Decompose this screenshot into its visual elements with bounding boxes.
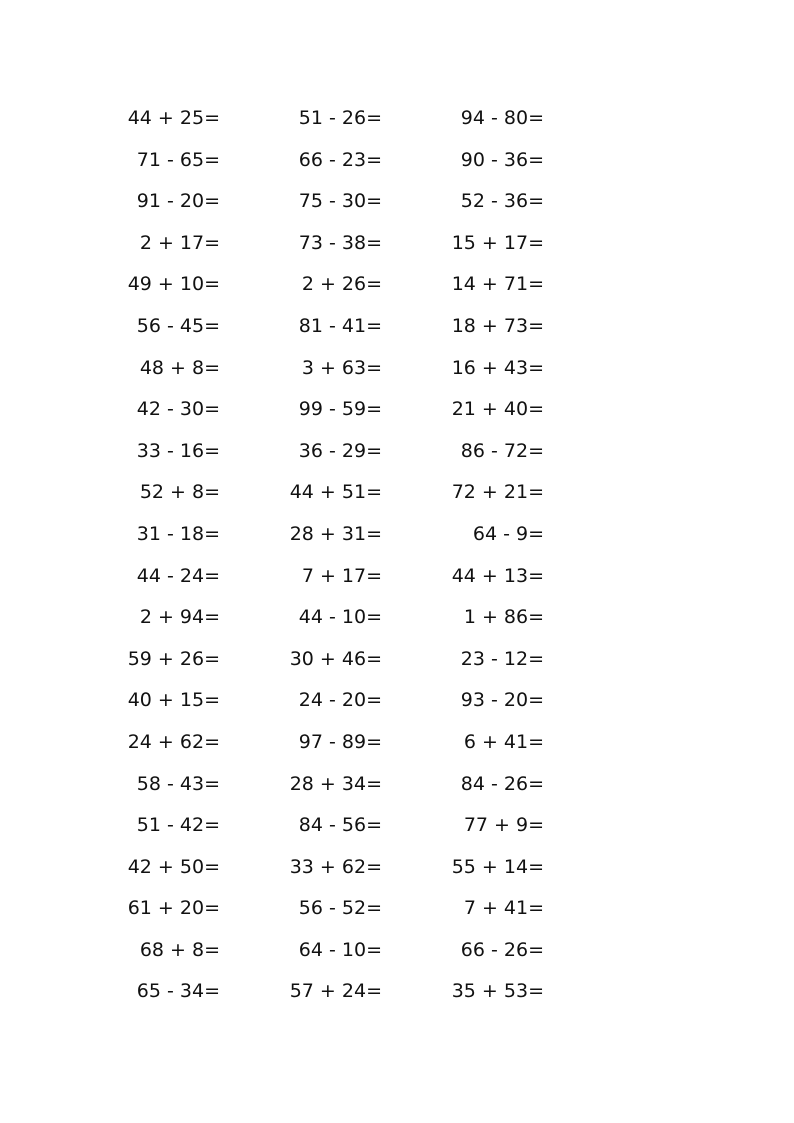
- math-problem: 84 - 26=: [460, 772, 544, 795]
- math-problem: 3 + 63=: [301, 356, 382, 379]
- math-problem: 81 - 41=: [298, 314, 382, 337]
- math-problem: 14 + 71=: [451, 273, 544, 296]
- math-problem: 6 + 41=: [463, 730, 544, 753]
- math-problem: 91 - 20=: [136, 190, 220, 213]
- math-problem: 2 + 94=: [139, 606, 220, 629]
- math-problem: 51 - 42=: [136, 814, 220, 837]
- math-problem: 18 + 73=: [451, 314, 544, 337]
- math-problem: 33 + 62=: [289, 855, 382, 878]
- problem-column-2: [262, 98, 382, 1013]
- math-problem: 64 - 9=: [472, 522, 544, 545]
- math-problem: 84 - 56=: [298, 814, 382, 837]
- math-problem: 99 - 59=: [298, 398, 382, 421]
- problem-column-3: [424, 98, 544, 1013]
- math-problem: 28 + 31=: [289, 522, 382, 545]
- math-problem: 77 + 9=: [463, 814, 544, 837]
- math-problem: 36 - 29=: [298, 439, 382, 462]
- math-problem: 48 + 8=: [139, 356, 220, 379]
- math-problem: 68 + 8=: [139, 938, 220, 961]
- math-problem: 42 + 50=: [127, 855, 220, 878]
- math-problem: 2 + 26=: [301, 273, 382, 296]
- math-problem: 94 - 80=: [460, 107, 544, 129]
- math-problem: 71 - 65=: [136, 148, 220, 171]
- math-problem: 35 + 53=: [451, 980, 544, 1003]
- math-problem: 61 + 20=: [127, 897, 220, 920]
- math-problem: 64 - 10=: [298, 938, 382, 961]
- math-problem: 2 + 17=: [139, 231, 220, 254]
- math-problem: 59 + 26=: [127, 647, 220, 670]
- math-problem: 56 - 52=: [298, 897, 382, 920]
- math-problem: 65 - 34=: [136, 980, 220, 1003]
- math-problem: 75 - 30=: [298, 190, 382, 213]
- math-problem: 7 + 41=: [463, 897, 544, 920]
- math-problem: 31 - 18=: [136, 522, 220, 545]
- math-problem: 73 - 38=: [298, 231, 382, 254]
- math-problem: 72 + 21=: [451, 481, 544, 504]
- math-problem: 15 + 17=: [451, 231, 544, 254]
- math-problem: 44 + 25=: [127, 107, 220, 129]
- math-problem: 93 - 20=: [460, 689, 544, 712]
- math-problem: 21 + 40=: [451, 398, 544, 421]
- math-problem: 28 + 34=: [289, 772, 382, 795]
- math-problem: 90 - 36=: [460, 148, 544, 171]
- math-problem: 24 - 20=: [298, 689, 382, 712]
- math-problem: 44 + 51=: [289, 481, 382, 504]
- math-problem: 30 + 46=: [289, 647, 382, 670]
- math-problem: 66 - 23=: [298, 148, 382, 171]
- math-problem: 7 + 17=: [301, 564, 382, 587]
- math-problem: 56 - 45=: [136, 314, 220, 337]
- math-problem: 16 + 43=: [451, 356, 544, 379]
- math-problem: 42 - 30=: [136, 398, 220, 421]
- math-problem: 51 - 26=: [298, 107, 382, 129]
- math-problem: 55 + 14=: [451, 855, 544, 878]
- math-problem: 52 - 36=: [460, 190, 544, 213]
- math-problem: 44 + 13=: [451, 564, 544, 587]
- math-problem: 57 + 24=: [289, 980, 382, 1003]
- math-problem: 44 - 24=: [136, 564, 220, 587]
- problem-column-1: [100, 98, 220, 1013]
- math-problem: 24 + 62=: [127, 730, 220, 753]
- math-problem: 40 + 15=: [127, 689, 220, 712]
- math-problem: 86 - 72=: [460, 439, 544, 462]
- math-problem: 97 - 89=: [298, 730, 382, 753]
- math-problem: 44 - 10=: [298, 606, 382, 629]
- math-problem: 49 + 10=: [127, 273, 220, 296]
- math-problem: 52 + 8=: [139, 481, 220, 504]
- math-problem: 33 - 16=: [136, 439, 220, 462]
- math-problem: 23 - 12=: [460, 647, 544, 670]
- math-problem: 1 + 86=: [463, 606, 544, 629]
- math-problem: 66 - 26=: [460, 938, 544, 961]
- math-problem: 58 - 43=: [136, 772, 220, 795]
